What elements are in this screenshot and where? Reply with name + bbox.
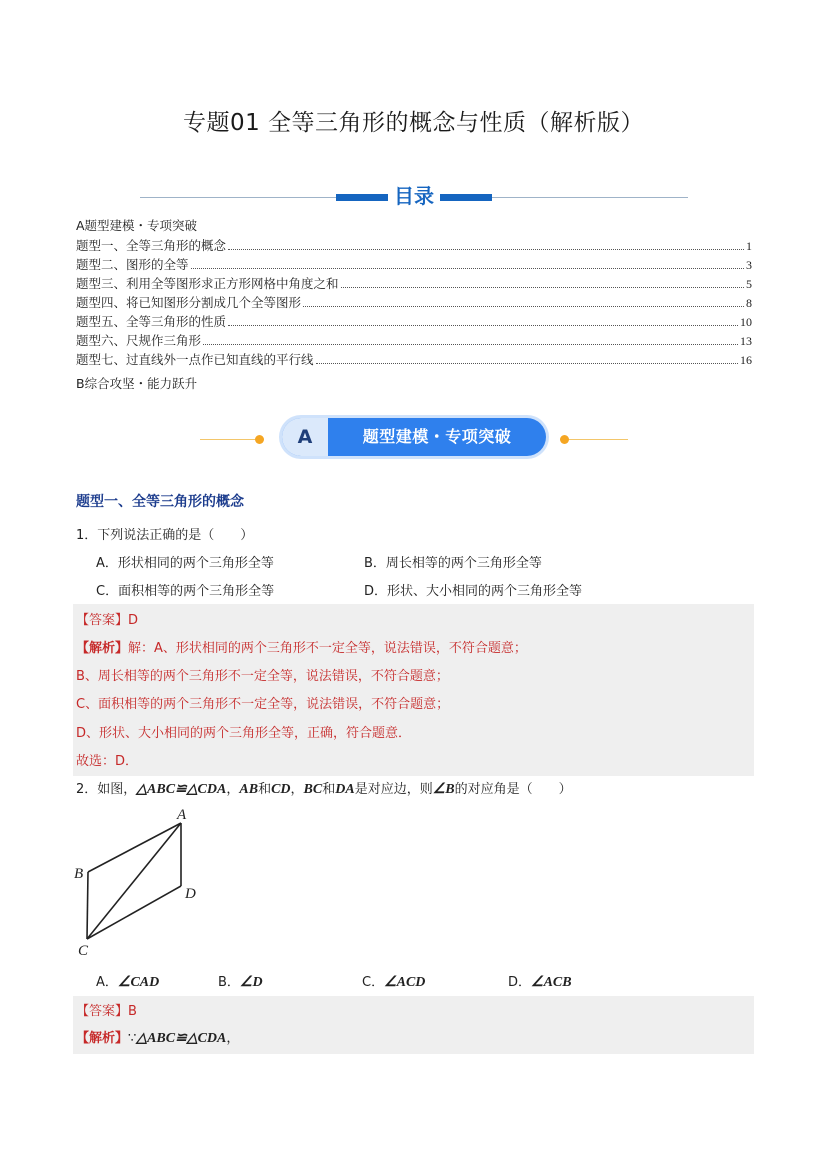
q2-stem-text: 2．如图， [76, 782, 137, 797]
q2-stem [76, 778, 572, 798]
q2-option-d [508, 971, 572, 991]
option-letter: B． [218, 975, 240, 990]
q2-stem-text: ， [290, 782, 304, 797]
page-title: 专题01 全等三角形的概念与性质（解析版） [182, 110, 645, 136]
toc-item-label: 题型四、将已知图形分割成几个全等图形 [76, 295, 302, 310]
toc-leader [228, 325, 738, 326]
q2-stem-text: 和 [258, 782, 272, 797]
toc-item-label: 题型七、过直线外一点作已知直线的平行线 [76, 352, 314, 367]
toc-item-page: 8 [746, 296, 752, 310]
toc-item-page: 13 [740, 334, 752, 348]
toc-item-label: 题型一、全等三角形的概念 [76, 238, 227, 253]
edge-dc [87, 886, 181, 939]
type-heading: 题型一、全等三角形的概念 [76, 494, 244, 510]
q1-answer-box [73, 604, 754, 776]
vertex-label-c: C [78, 943, 89, 959]
toc-leader [203, 344, 738, 345]
analysis-prefix: ∵ [128, 1031, 137, 1046]
q1-analysis-line: D、形状、大小相同的两个三角形全等，正确，符合题意． [76, 726, 412, 741]
option-value: ∠D [239, 975, 263, 990]
vertex-label-a: A [177, 807, 187, 823]
answer-label: 【答案】 [76, 1004, 129, 1019]
toc-item[interactable] [76, 274, 752, 292]
toc-item[interactable] [76, 293, 752, 311]
toc-item-page: 3 [746, 258, 752, 272]
q1-option-c: C．面积相等的两个三角形全等 [96, 584, 275, 599]
analysis-text: 解：A、形状相同的两个三角形不一定全等，说法错误，不符合题意； [128, 641, 527, 656]
toc-heading-block [140, 180, 688, 210]
toc-item-page: 1 [746, 239, 752, 253]
answer-value: B [128, 1004, 137, 1019]
option-value: ∠ACD [384, 975, 426, 990]
option-value: ∠CAD [117, 975, 160, 990]
vertex-label-d: D [185, 886, 196, 902]
banner-dot-left [255, 435, 264, 444]
q2-analysis-line [76, 1027, 239, 1047]
toc-item[interactable] [76, 350, 752, 368]
q2-stem-math: BC [303, 782, 323, 797]
q2-figure [70, 803, 210, 963]
option-letter: D． [508, 975, 532, 990]
q2-stem-text: 是对应边，则 [354, 782, 433, 797]
toc-item-label: 题型二、图形的全等 [76, 257, 189, 272]
q1-answer [76, 609, 138, 628]
toc-item[interactable] [76, 331, 752, 349]
banner-line-left [200, 439, 262, 440]
q1-analysis-line: C、面积相等的两个三角形不一定全等，说法错误，不符合题意； [76, 697, 450, 712]
vertex-label-b: B [74, 866, 84, 882]
analysis-label: 【解析】 [76, 1031, 129, 1046]
analysis-suffix: ， [226, 1031, 240, 1046]
toc-section-b: B综合攻坚・能力跃升 [76, 376, 198, 391]
q2-option-b [218, 971, 263, 991]
toc-leader [191, 268, 744, 269]
q2-stem-math: DA [335, 782, 355, 797]
banner-line-right [568, 439, 628, 440]
toc-item-page: 16 [740, 353, 752, 367]
answer-label: 【答案】 [76, 613, 129, 628]
toc-item-label: 题型三、利用全等图形求正方形网格中角度之和 [76, 276, 339, 291]
q2-option-a [96, 971, 159, 991]
analysis-math: △ABC≌△CDA [136, 1031, 227, 1046]
option-value: ∠ACB [531, 975, 572, 990]
toc-section-a: A题型建模・专项突破 [76, 218, 198, 233]
q2-stem-math: CD [271, 782, 291, 797]
banner-letter: A [282, 418, 328, 456]
edge-ab [88, 823, 181, 872]
q2-stem-math: AB [239, 782, 259, 797]
toc-leader [228, 249, 744, 250]
q1-option-d: D．形状、大小相同的两个三角形全等 [364, 584, 583, 599]
q1-conclusion: 故选：D． [76, 754, 139, 769]
q2-option-c [362, 971, 425, 991]
q2-stem-text: 和 [322, 782, 336, 797]
toc-item-page: 10 [740, 315, 752, 329]
toc-item[interactable] [76, 236, 752, 254]
q1-analysis-line: B、周长相等的两个三角形不一定全等，说法错误，不符合题意； [76, 669, 449, 684]
banner-dot-right [560, 435, 569, 444]
toc-item[interactable] [76, 312, 752, 330]
analysis-label: 【解析】 [76, 641, 129, 656]
toc-item-label: 题型五、全等三角形的性质 [76, 314, 227, 329]
q2-stem-math: △ABC≌△CDA [136, 782, 227, 797]
q1-stem: 1．下列说法正确的是（ ） [76, 528, 254, 543]
q1-option-b: B．周长相等的两个三角形全等 [364, 556, 542, 571]
answer-value: D [128, 613, 139, 628]
option-letter: C． [362, 975, 385, 990]
toc-item[interactable] [76, 255, 752, 273]
banner-text: 题型建模・专项突破 [362, 427, 512, 446]
q2-stem-math: ∠B [432, 782, 455, 797]
edge-ca [87, 823, 181, 939]
section-banner [282, 418, 546, 456]
toc-leader [303, 306, 744, 307]
option-letter: A． [96, 975, 118, 990]
toc-leader [341, 287, 744, 288]
toc-item-page: 5 [746, 277, 752, 291]
toc-item-label: 题型六、尺规作三角形 [76, 333, 202, 348]
q2-stem-text: ， [226, 782, 240, 797]
toc-heading: 目录 [388, 184, 440, 208]
edge-cb [87, 872, 88, 939]
q2-answer [76, 1000, 137, 1019]
q1-analysis-line [76, 637, 527, 656]
q1-option-a: A．形状相同的两个三角形全等 [96, 556, 274, 571]
q2-stem-text: 的对应角是（ ） [454, 782, 572, 797]
toc-leader [316, 363, 738, 364]
